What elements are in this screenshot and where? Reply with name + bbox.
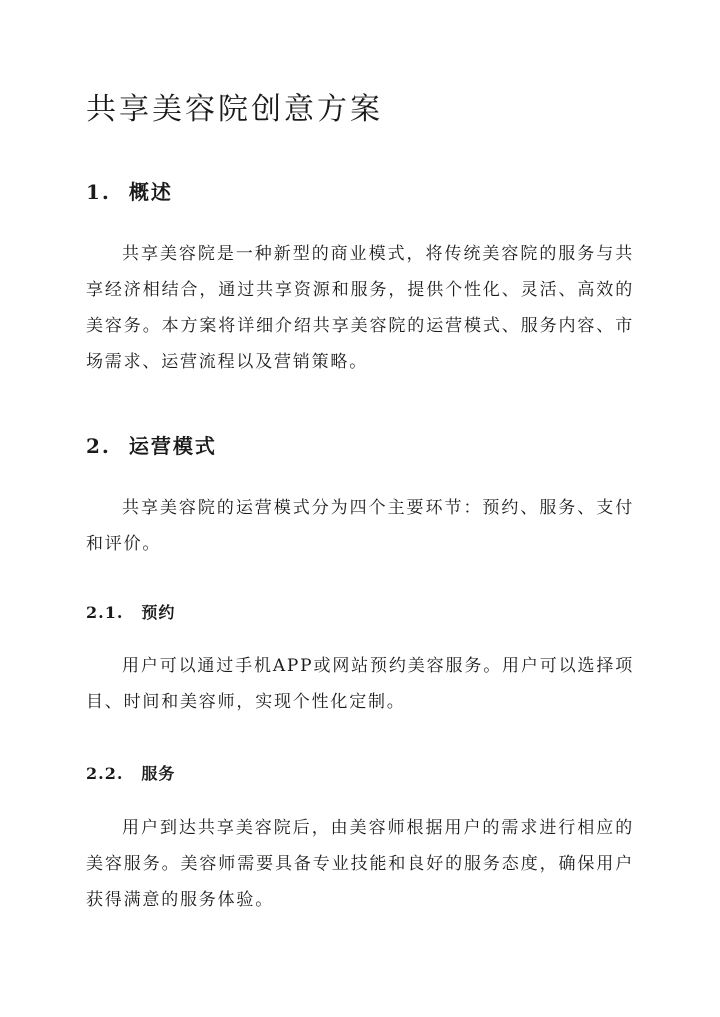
booking-paragraph: 用户可以通过手机APP或网站预约美容服务。用户可以选择项目、时间和美容师，实现个性化定制。 [86,656,634,712]
overview-paragraph: 共享美容院是一种新型的商业模式，将传统美容院的服务与共享经济相结合，通过共享资源和服务，提供个性化、灵活、高效的美容务。本方案将详细介绍共享美容院的运营模式、服务内容、市场需求、运营流程以及营销策略。 [86,244,634,372]
section-number: 2. [86,434,111,458]
section-number: 1. [86,180,111,204]
section-title: 运营模式 [128,434,217,458]
subsection-title: 预约 [141,603,176,622]
service-paragraph: 用户到达共享美容院后，由美容师根据用户的需求进行相应的美容服务。美容师需要具备专业技能和良好的服务态度，确保用户获得满意的服务体验。 [86,818,634,910]
subsection-number: 2.1. [86,603,124,622]
document-title: 共享美容院创意方案 [86,92,383,127]
subsection-number: 2.2. [86,764,124,783]
operation-model-paragraph: 共享美容院的运营模式分为四个主要环节：预约、服务、支付和评价。 [86,498,634,554]
subsection-heading-service [86,761,175,784]
subsection-heading-booking [86,600,175,623]
section-heading-operation-model [86,430,217,459]
section-title: 概述 [128,180,173,204]
subsection-title: 服务 [141,764,176,783]
section-heading-overview [86,176,173,205]
